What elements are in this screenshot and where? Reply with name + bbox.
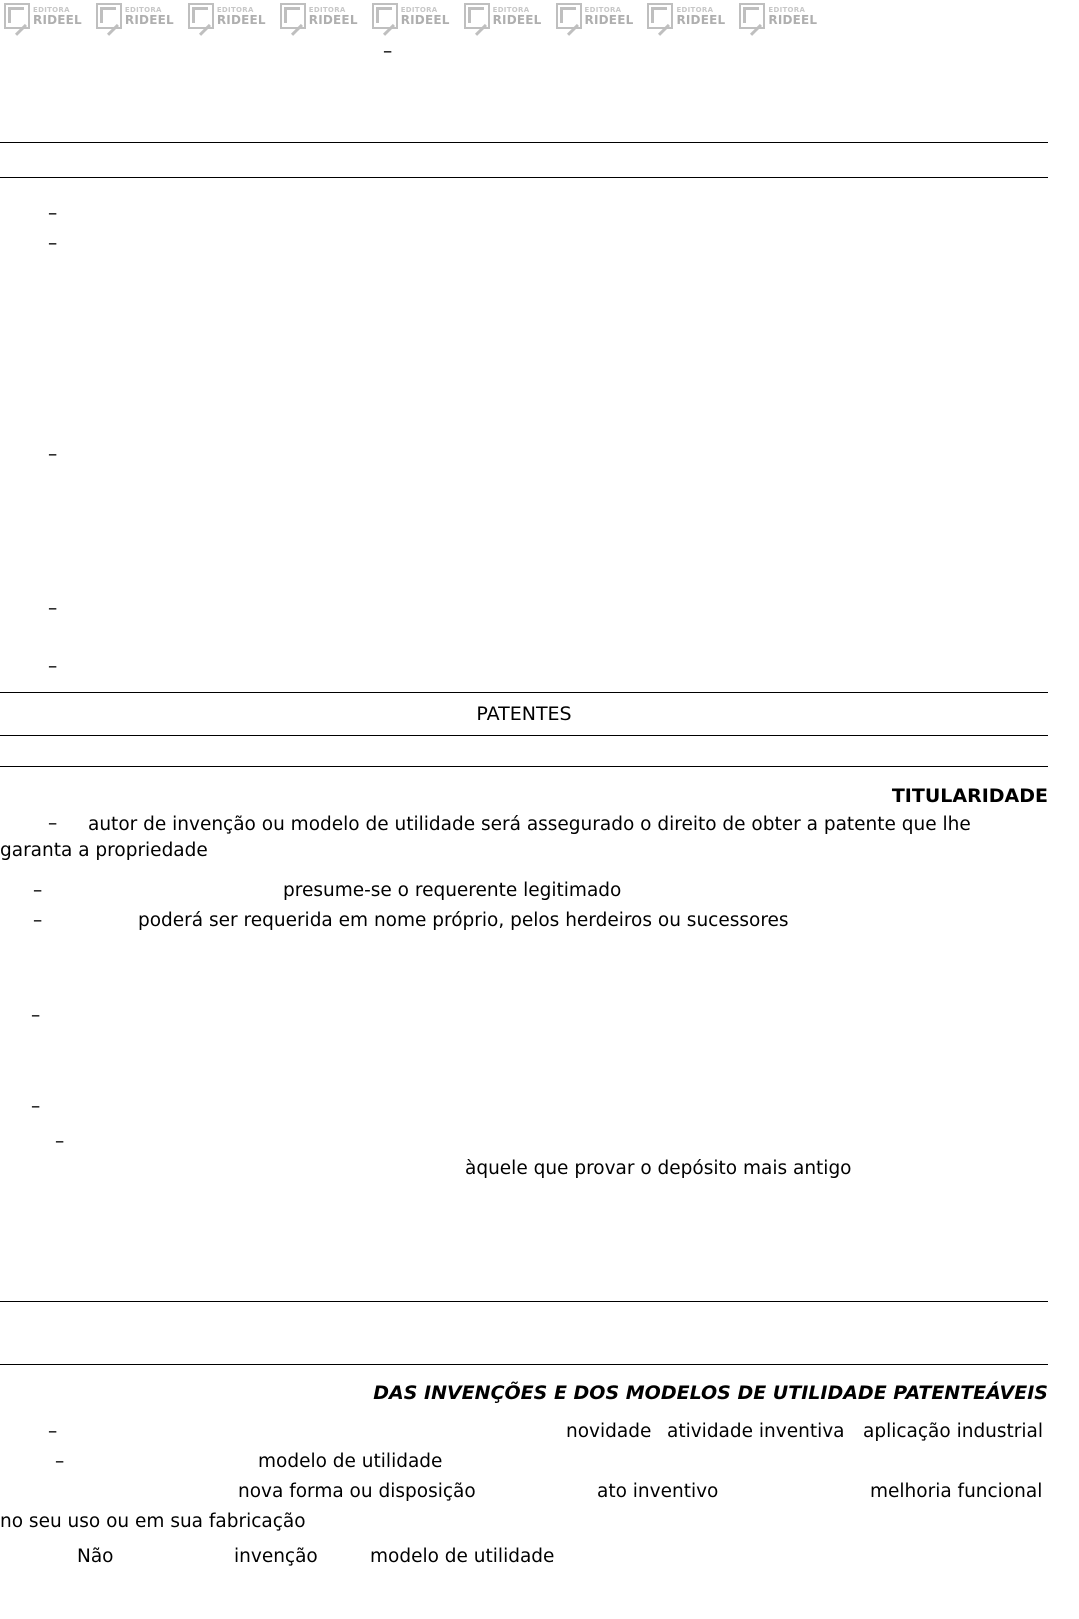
bullet-dash: –: [48, 203, 58, 224]
bullet-dash: –: [48, 1421, 58, 1442]
bullet-dash: –: [48, 598, 58, 619]
bullet-dash: –: [33, 910, 43, 931]
watermark-top-label: EDITORA: [216, 5, 254, 14]
bullet-dash: –: [48, 813, 58, 834]
divider-rule: [0, 177, 1048, 178]
rideel-logo-icon: [188, 3, 214, 29]
watermark-logo: [739, 3, 817, 29]
watermark-bottom-label: RIDEEL: [768, 12, 818, 27]
watermark-text: [401, 7, 450, 26]
watermark-bottom-label: RIDEEL: [308, 12, 358, 27]
divider-rule: [0, 692, 1048, 693]
divider-rule: [0, 1364, 1048, 1365]
divider-rule: [0, 142, 1048, 143]
watermark-strip: [0, 0, 1079, 32]
watermark-bottom-label: RIDEEL: [492, 12, 542, 27]
rideel-logo-icon: [4, 3, 30, 29]
watermark-bottom-label: RIDEEL: [584, 12, 634, 27]
watermark-text: [585, 7, 634, 26]
titularidade-line-3: poderá ser requerida em nome próprio, pelos herdeiros ou sucessores: [138, 910, 789, 931]
requisito-aplicacao-industrial: aplicação industrial: [863, 1421, 1044, 1442]
watermark-text: [493, 7, 542, 26]
watermark-top-label: EDITORA: [768, 5, 806, 14]
watermark-logo: [4, 3, 82, 29]
section-heading-patentes: PATENTES: [476, 703, 572, 725]
watermark-text: [676, 7, 725, 26]
watermark-top-label: EDITORA: [676, 5, 714, 14]
watermark-bottom-label: RIDEEL: [400, 12, 450, 27]
mu-ato-inventivo: ato inventivo: [597, 1481, 719, 1502]
watermark-top-label: EDITORA: [584, 5, 622, 14]
modelo-utilidade-label: modelo de utilidade: [258, 1451, 443, 1472]
watermark-text: [125, 7, 174, 26]
modelo-utilidade-label-2: modelo de utilidade: [370, 1546, 555, 1567]
watermark-logo: [96, 3, 174, 29]
watermark-text: [217, 7, 266, 26]
watermark-logo: [464, 3, 542, 29]
watermark-top-label: EDITORA: [124, 5, 162, 14]
watermark-logo: [372, 3, 450, 29]
watermark-bottom-label: RIDEEL: [33, 12, 82, 27]
mu-uso-fabricacao: no seu uso ou em sua fabricação: [0, 1511, 306, 1532]
watermark-bottom-label: RIDEEL: [676, 12, 726, 27]
deposito-line: àquele que provar o depósito mais antigo: [465, 1158, 852, 1179]
rideel-logo-icon: [556, 3, 582, 29]
watermark-text: [309, 7, 358, 26]
section-heading-invencoes: DAS INVENÇÕES E DOS MODELOS DE UTILIDADE PATENTEÁVEIS: [373, 1382, 1048, 1404]
watermark-top-label: EDITORA: [492, 5, 530, 14]
watermark-bottom-label: RIDEEL: [216, 12, 266, 27]
bullet-dash: –: [31, 1005, 41, 1026]
rideel-logo-icon: [464, 3, 490, 29]
bullet-dash: –: [55, 1451, 65, 1472]
watermark-bottom-label: RIDEEL: [124, 12, 174, 27]
watermark-logo: [280, 3, 358, 29]
bullet-dash: –: [33, 880, 43, 901]
mu-nova-forma: nova forma ou disposição: [238, 1481, 476, 1502]
section-heading-titularidade: TITULARIDADE: [891, 785, 1048, 807]
watermark-top-label: EDITORA: [33, 5, 70, 14]
watermark-top-label: EDITORA: [308, 5, 346, 14]
mu-melhoria-funcional: melhoria funcional: [870, 1481, 1043, 1502]
nao-label: Não: [77, 1546, 114, 1567]
bullet-dash: –: [31, 1096, 41, 1117]
titularidade-line-2: presume-se o requerente legitimado: [283, 880, 622, 901]
watermark-logo: [647, 3, 725, 29]
divider-rule: [0, 1301, 1048, 1302]
rideel-logo-icon: [96, 3, 122, 29]
bullet-dash: –: [48, 656, 58, 677]
watermark-logo: [556, 3, 634, 29]
watermark-text: [768, 7, 817, 26]
bullet-dash: –: [48, 444, 58, 465]
divider-rule: [0, 766, 1048, 767]
requisito-atividade-inventiva: atividade inventiva: [667, 1421, 845, 1442]
bullet-dash: –: [55, 1131, 65, 1152]
invencao-label: invenção: [234, 1546, 318, 1567]
divider-rule: [0, 735, 1048, 736]
watermark-top-label: EDITORA: [400, 5, 438, 14]
requisito-novidade: novidade: [566, 1421, 652, 1442]
rideel-logo-icon: [647, 3, 673, 29]
rideel-logo-icon: [280, 3, 306, 29]
watermark-text: [33, 7, 82, 26]
bullet-dash: –: [383, 41, 393, 62]
rideel-logo-icon: [372, 3, 398, 29]
rideel-logo-icon: [739, 3, 765, 29]
bullet-dash: –: [48, 233, 58, 254]
titularidade-line-1: autor de invenção ou modelo de utilidade será assegurado o direito de obter a patente que lhe garanta a propriedade: [0, 814, 971, 861]
watermark-logo: [188, 3, 266, 29]
